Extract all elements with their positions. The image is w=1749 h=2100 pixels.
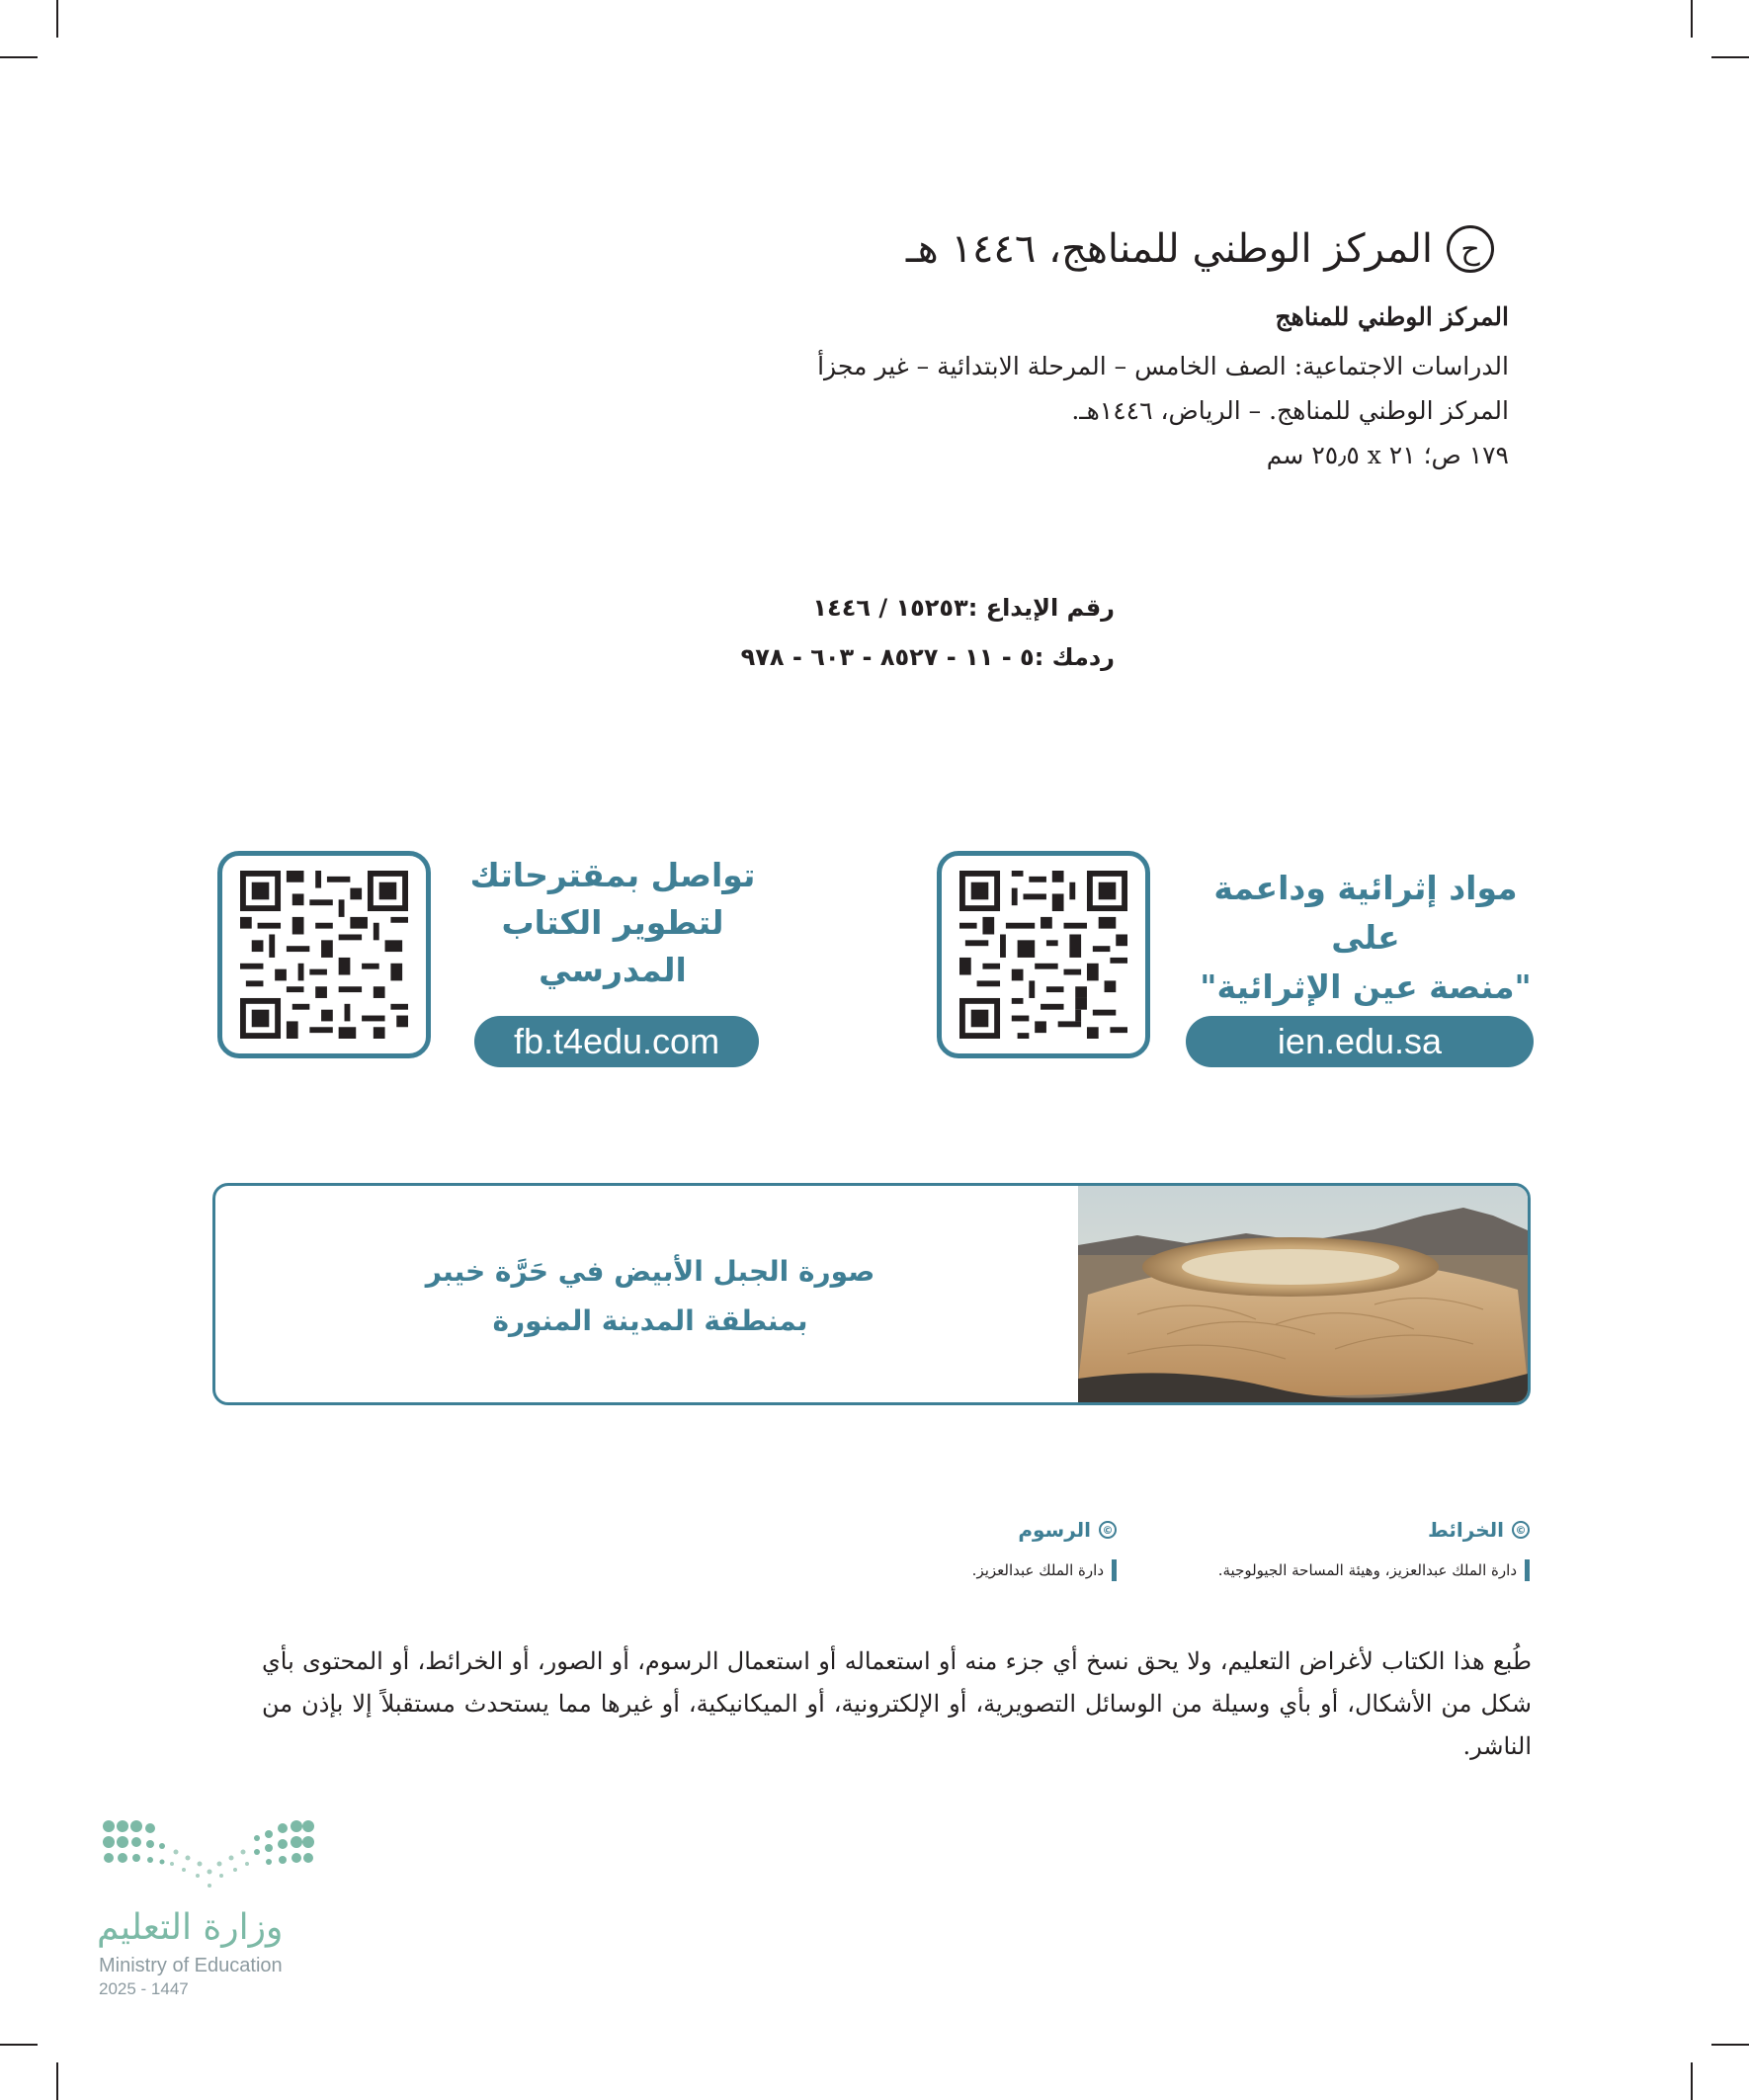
ien-url-link[interactable]: ien.edu.sa: [1186, 1016, 1534, 1067]
drawings-credit-source: دارة الملك عبدالعزيز.: [879, 1559, 1117, 1581]
maps-credit-source: دارة الملك عبدالعزيز، وهيئة المساحة الجيولوجية.: [1134, 1559, 1530, 1581]
catalog-line: المركز الوطني للمناهج. – الرياض، ١٤٤٦هـ.: [1071, 396, 1509, 425]
ministry-year: 2025 - 1447: [99, 1979, 189, 1998]
copyright-icon: ©: [1099, 1521, 1117, 1539]
qr-code-icon: [240, 871, 408, 1039]
photo-card: [212, 1183, 1531, 1405]
copyright-title: [684, 219, 1494, 279]
crop-mark: [56, 0, 58, 38]
crater-photo: [1078, 1186, 1528, 1405]
catalog-line: الدراسات الاجتماعية: الصف الخامس – المرحلة الابتدائية – غير مجزأ: [817, 352, 1509, 380]
feedback-heading: تواصل بمقترحاتك لتطوير الكتاب المدرسي: [469, 856, 756, 989]
crop-mark: [1691, 0, 1693, 38]
ministry-name-english: Ministry of Education: [99, 1955, 283, 1976]
crop-mark: [56, 2062, 58, 2100]
catalog-line: ١٧٩ ص؛ ٢١ x ٢٥٫٥ سم: [1266, 441, 1509, 469]
copyright-circle-icon: ح: [1447, 225, 1494, 273]
legal-notice: طُبع هذا الكتاب لأغراض التعليم، ولا يحق نسخ أي جزء منه أو استعماله أو استعمال الرسوم، أو الصور، أو الخرائط، أو المحتوى بأي شكل من الأشكال، أو بأي وسيلة من الوسائل التصويرية، أو الإلكترونية، أو الميكانيكية، أو غيرها مما يستحدث مستقبلاً إلا بإذن من الناشر.: [262, 1647, 1532, 1760]
copyright-icon: ©: [1512, 1521, 1530, 1539]
deposit-number: رقم الإيداع :١٥٢٥٣ / ١٤٤٦: [812, 594, 1115, 622]
crop-mark: [1711, 2044, 1749, 2046]
isbn-number: ردمك :٥ - ١١ - ٨٥٢٧ - ٦٠٣ - ٩٧٨: [740, 643, 1115, 671]
drawings-credit-title: الرسوم: [1018, 1518, 1091, 1542]
ministry-logo-icon: [99, 1816, 316, 1895]
copyright-title-text: المركز الوطني للمناهج، ١٤٤٦ هـ: [905, 226, 1433, 272]
deposit-info: [621, 583, 1115, 682]
photo-caption: صورة الجبل الأبيض في حَرَّة خيبر بمنطقة المدينة المنورة: [425, 1255, 875, 1337]
maps-credit-title: الخرائط: [1427, 1518, 1504, 1542]
catalog-publisher: المركز الوطني للمناهج: [1275, 302, 1509, 331]
crop-mark: [1711, 56, 1749, 58]
drawings-credit: [879, 1518, 1117, 1581]
crop-mark: [1691, 2062, 1693, 2100]
feedback-url-link[interactable]: fb.t4edu.com: [474, 1016, 759, 1067]
ien-heading: مواد إثرائية وداعمة على "منصة عين الإثرائية": [1200, 869, 1532, 1006]
maps-credit: [1134, 1518, 1530, 1581]
ministry-name-arabic: وزارة التعليم: [97, 1907, 284, 1948]
qr-code-icon: [959, 871, 1127, 1039]
crop-mark: [0, 2044, 38, 2046]
ien-qr-code[interactable]: [937, 851, 1150, 1058]
feedback-qr-code[interactable]: [217, 851, 431, 1058]
crop-mark: [0, 56, 38, 58]
catalog-record: [699, 296, 1509, 477]
